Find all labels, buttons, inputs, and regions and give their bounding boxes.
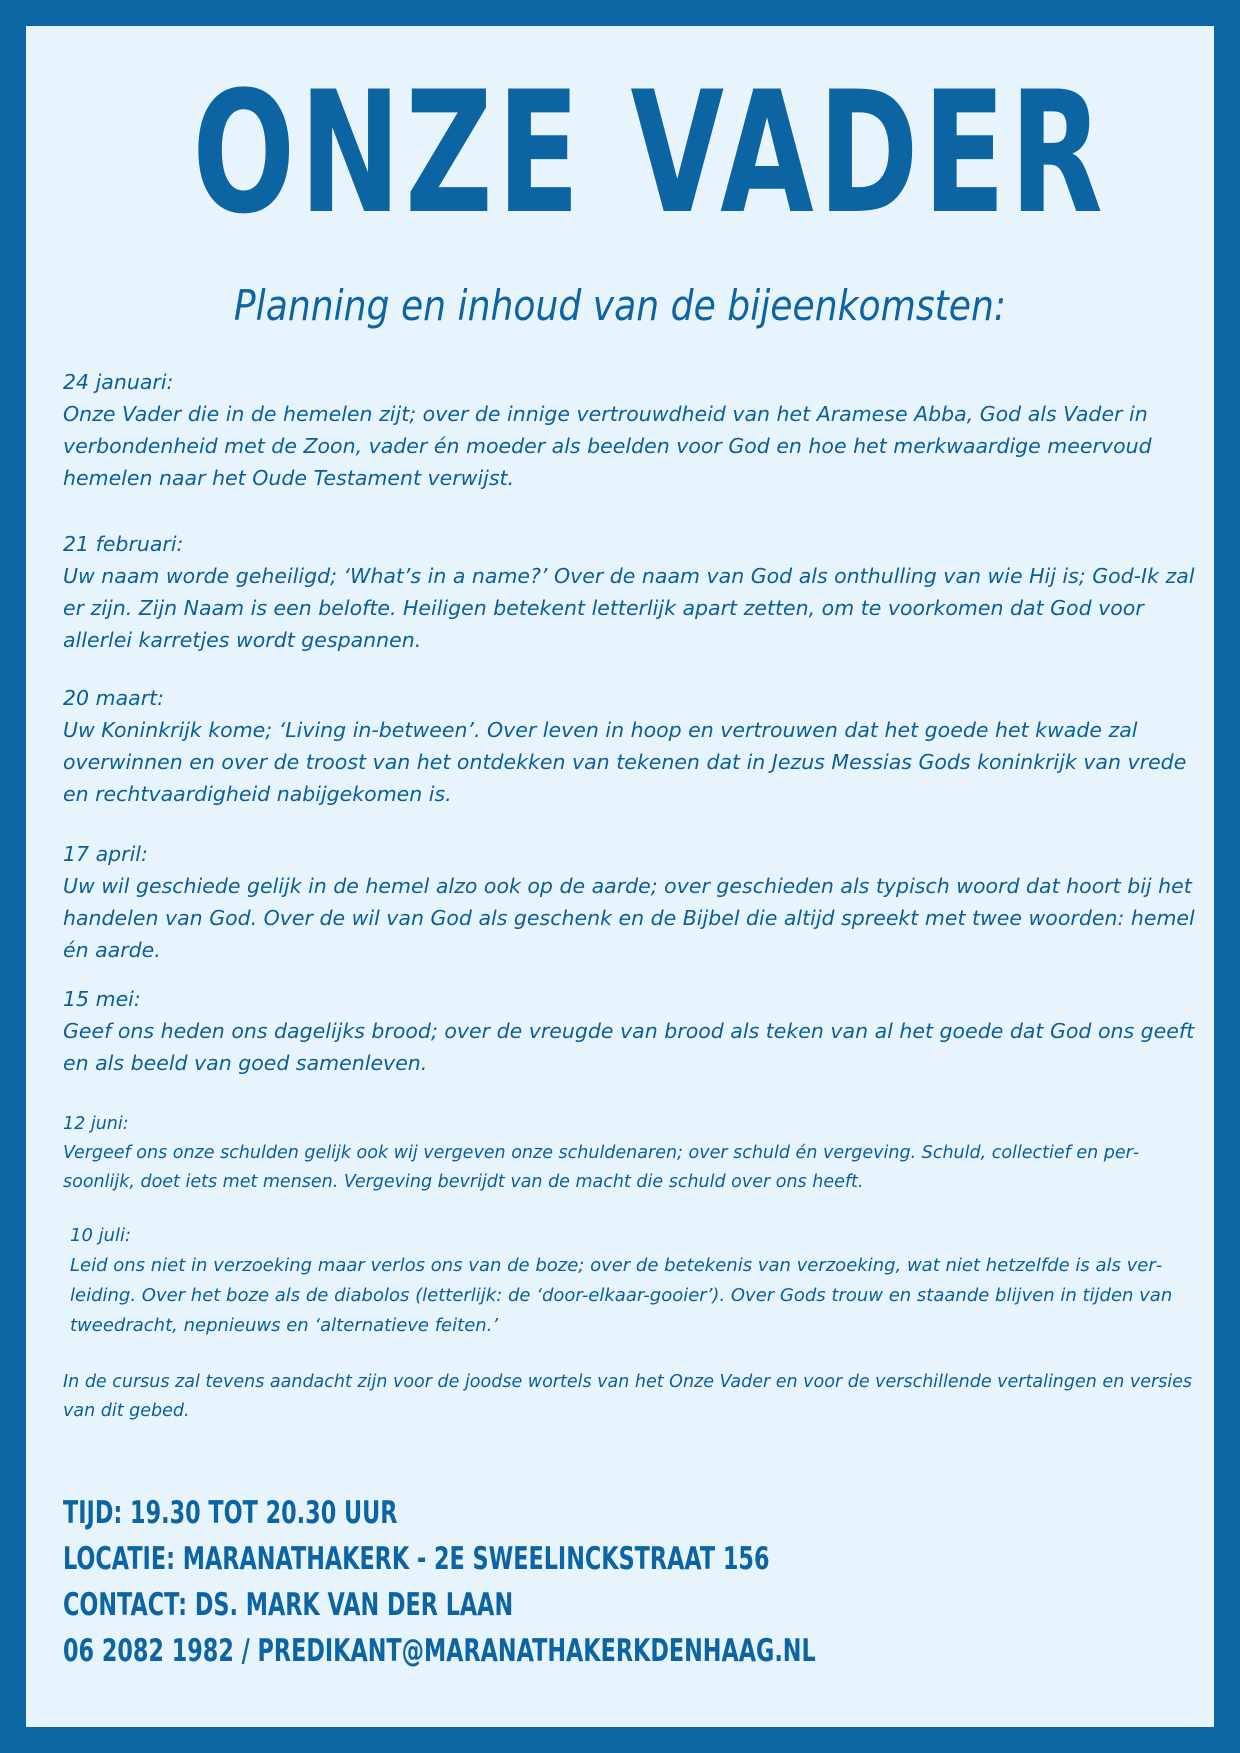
session-10-juli [70, 1221, 1203, 1341]
session-24-januari [63, 366, 1203, 494]
closing-note: In de cursus zal tevens aandacht zijn voor de joodse wortels van het Onze Vader en voor de verschillende vertalingen en versies van dit gebed. [63, 1372, 1193, 1421]
session-text: Vergeef ons onze schulden gelijk ook wij vergeven onze schuldenaren; over schuld én vergeving. Schuld, collectief en persoonlijk, doet iets met mensen. Vergeving bevrijdt van de macht die schuld over ons heeft. [63, 1143, 1140, 1192]
session-15-mei [63, 983, 1203, 1079]
session-text: Leid ons niet in verzoeking maar verlos ons van de boze; over de betekenis van verzoeking, wat niet hetzelfde is als verleiding. Over het boze als de diabolos (letterlijk: de ‘door-elkaar-gooier’). Over Gods trouw en staande blijven in tijden van tweedracht, nepnieuws en ‘alternatieve feiten.’ [70, 1255, 1173, 1336]
session-date: 21 februari: [63, 532, 184, 556]
session-date: 17 april: [63, 842, 148, 866]
session-21-februari [63, 528, 1203, 656]
session-20-maart [63, 682, 1203, 810]
session-text: Uw wil geschiede gelijk in de hemel alzo ook op de aarde; over geschieden als typisch woord dat hoort bij het handelen van God. Over de wil van God als geschenk en de Bijbel die altijd spreekt met twee woorden: hemel én aarde. [63, 874, 1195, 962]
event-contact: CONTACT: DS. MARK VAN DER LAAN [63, 1587, 514, 1623]
event-location: LOCATIE: MARANATHAKERK - 2E SWEELINCKSTRAAT 156 [63, 1541, 770, 1577]
session-date: 10 juli: [70, 1225, 132, 1246]
session-12-juni [63, 1110, 1203, 1197]
event-info [63, 1490, 1203, 1674]
session-text: Geef ons heden ons dagelijks brood; over de vreugde van brood als teken van al het goede dat God ons geeft en als beeld van goed samenleven. [63, 1019, 1195, 1075]
session-text: Uw Koninkrijk kome; ‘Living in-between’. Over leven in hoop en vertrouwen dat het goede het kwade zal overwinnen en over de troost van het ontdekken van tekenen dat in Jezus Messias Gods koninkrijk van vrede en rechtvaardigheid nabijgekomen is. [63, 718, 1187, 806]
session-date: 20 maart: [63, 686, 165, 710]
session-date: 12 juni: [63, 1114, 129, 1134]
event-phone-email: 06 2082 1982 / PREDIKANT@MARANATHAKERKDENHAAG.NL [63, 1633, 816, 1669]
session-text: Onze Vader die in de hemelen zijt; over de innige vertrouwdheid van het Aramese Abba, God als Vader in verbondenheid met de Zoon, vader én moeder als beelden voor God en hoe het merkwaardige meervoud hemelen naar het Oude Testament verwijst. [63, 402, 1152, 490]
session-17-april [63, 838, 1203, 966]
page-subtitle: Planning en inhoud van de bijeenkomsten: [233, 281, 1007, 330]
session-date: 15 mei: [63, 987, 141, 1011]
event-time: TIJD: 19.30 TOT 20.30 UUR [63, 1495, 398, 1531]
page-title: ONZE VADER [192, 55, 1108, 251]
session-date: 24 januari: [63, 370, 174, 394]
session-text: Uw naam worde geheiligd; ‘What’s in a name?’ Over de naam van God als onthulling van wie Hij is; God-Ik zal er zijn. Zijn Naam is een belofte. Heiligen betekent letterlijk apart zetten, om te voorkomen dat God voor allerlei karretjes wordt gespannen. [63, 564, 1195, 652]
